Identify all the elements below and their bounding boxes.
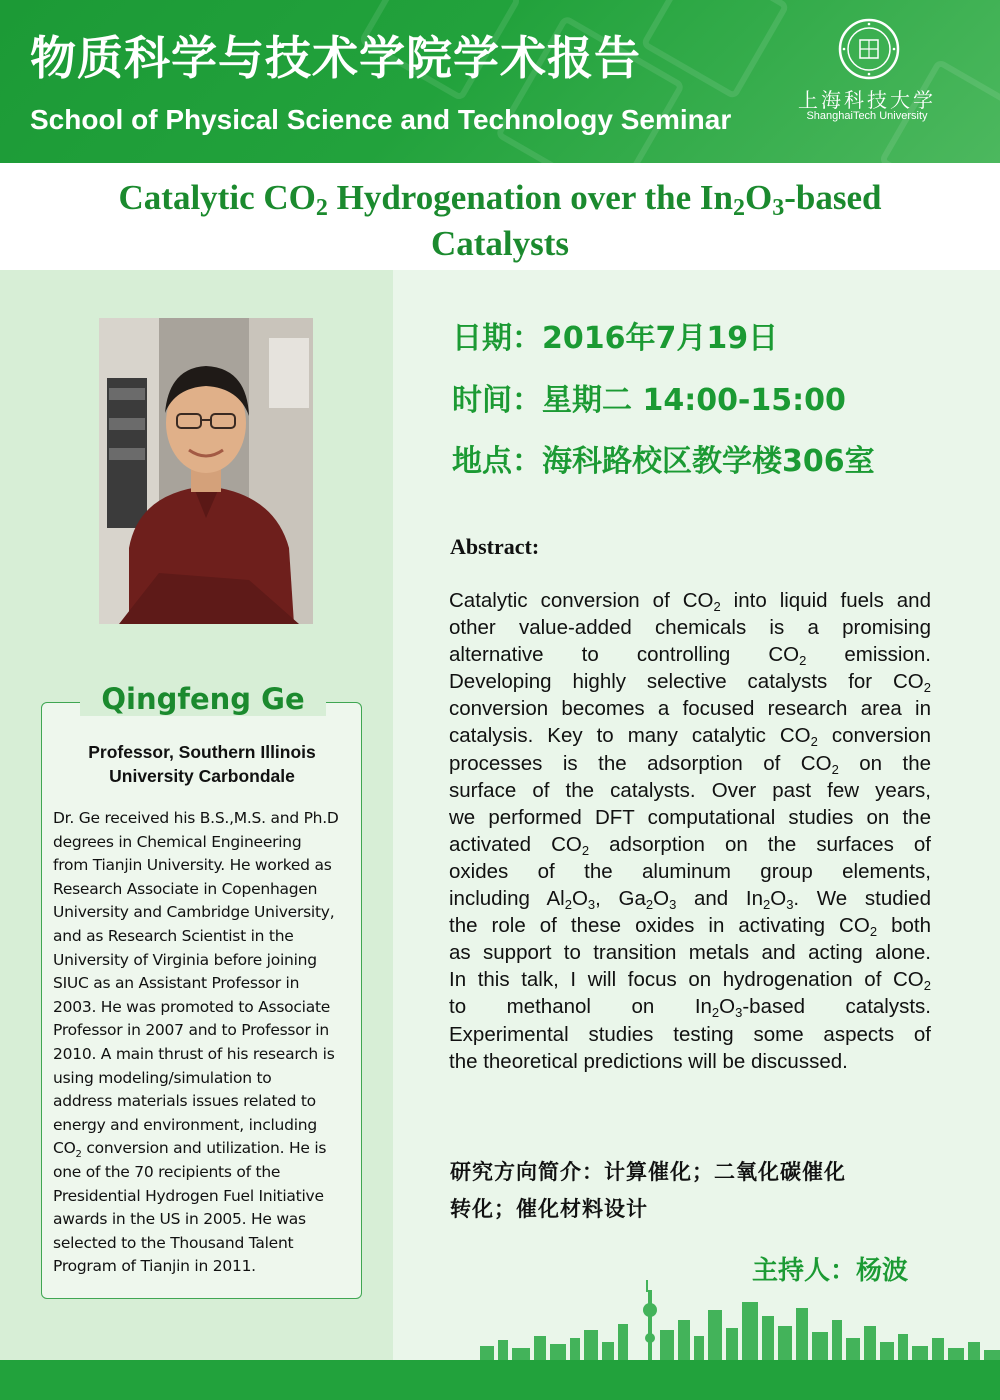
bio-line: selected to the Thousand Talent — [53, 1233, 294, 1252]
abstract-subscript: 2 — [581, 842, 590, 858]
abstract-line — [449, 858, 931, 885]
abstract-subscript: 3 — [786, 897, 794, 913]
abstract-line — [449, 885, 931, 912]
bio-line: from Tianjin University. He worked as — [53, 856, 332, 875]
bio-line: Dr. Ge received his B.S.,M.S. and Ph.D — [53, 809, 339, 827]
speaker-name: Qingfeng Ge — [80, 682, 326, 716]
bio-line: address materials issues related to — [53, 1092, 316, 1111]
bio-line: University and Cambridge University, — [53, 903, 335, 922]
abstract-text: In this talk, I will focus on hydrogenation of CO — [449, 968, 924, 992]
bio-line: Program of Tianjin in 2011. — [53, 1257, 256, 1276]
abstract-line — [449, 939, 931, 966]
bio-line: 2003. He was promoted to Associate — [53, 997, 331, 1016]
abstract-text: and In — [676, 887, 763, 911]
bio-line: University of Virginia before joining — [53, 950, 317, 969]
bio-line: energy and environment, including — [53, 1115, 317, 1134]
abstract-subscript: 2 — [831, 761, 839, 777]
bio-line: Presidential Hydrogen Fuel Initiative — [53, 1186, 324, 1205]
abstract-line — [449, 641, 931, 668]
abstract-text: including Al — [449, 887, 565, 911]
bio-line: Research Associate in Copenhagen — [53, 879, 318, 898]
abstract-text: we performed DFT computational studies on the — [449, 805, 931, 829]
abstract-line — [449, 777, 931, 804]
abstract-line — [449, 1048, 931, 1075]
abstract-text: , Ga — [595, 887, 646, 911]
affiliation-line: Professor, Southern Illinois — [88, 742, 316, 762]
bio-line: and as Research Scientist in the — [53, 926, 294, 945]
footer-bar — [0, 1360, 1000, 1400]
abstract-text: emission. — [806, 643, 931, 667]
bio-line: 2010. A main thrust of his research is — [53, 1044, 335, 1063]
university-name-en: ShanghaiTech University — [806, 110, 928, 122]
talk-title — [40, 175, 960, 267]
bio-line: one of the 70 recipients of the — [53, 1162, 281, 1181]
abstract-text: conversion — [817, 724, 931, 748]
abstract-text: conversion becomes a focused research area in — [449, 697, 931, 721]
abstract-subscript: 2 — [711, 1005, 720, 1021]
abstract-text: O — [770, 887, 787, 911]
abstract-line — [449, 804, 931, 831]
abstract-text: Experimental studies testing some aspects of — [449, 1022, 931, 1046]
abstract-text: other value-added chemicals is a promising — [449, 616, 931, 640]
abstract-text: as support to transition metals and acting alone. — [449, 941, 931, 965]
abstract-line — [449, 695, 931, 722]
abstract-subscript: 2 — [763, 897, 771, 913]
bio-line: $CO_2$ conversion and utilization. He is — [53, 1139, 327, 1161]
abstract-text: the role of these oxides in activating CO — [449, 914, 870, 938]
abstract-line — [449, 1021, 931, 1048]
abstract-text: catalysis. Key to many catalytic CO — [449, 724, 811, 748]
talk-title-line2: Catalysts — [430, 224, 570, 263]
seminar-time: 时间：星期二 14:00-15:00 — [452, 383, 846, 418]
seminar-date: 日期：2016年7月19日 — [452, 321, 779, 356]
abstract-text: . We studied — [793, 887, 931, 911]
abstract-text: to methanol on In — [449, 995, 712, 1019]
abstract-text: both — [877, 914, 931, 938]
abstract-subscript: 3 — [735, 1005, 743, 1021]
abstract-line — [449, 993, 931, 1020]
bio-line: degrees in Chemical Engineering — [53, 832, 302, 851]
abstract-subscript: 2 — [713, 599, 721, 614]
abstract-body — [449, 587, 931, 1075]
abstract-line — [449, 614, 931, 641]
abstract-subscript: 2 — [799, 653, 807, 669]
bio-line: using modeling/simulation to — [53, 1068, 272, 1087]
abstract-text: adsorption on the surfaces of — [589, 832, 931, 856]
abstract-subscript: 2 — [645, 897, 654, 913]
city-skyline-icon — [470, 1280, 1000, 1364]
abstract-text: oxides of the aluminum group elements, — [449, 859, 931, 883]
abstract-subscript: 2 — [869, 924, 878, 940]
abstract-subscript: 2 — [923, 978, 931, 994]
abstract-subscript: 2 — [564, 897, 572, 913]
abstract-text: Catalytic conversion of CO — [449, 589, 714, 612]
speaker-affiliation — [48, 740, 356, 788]
bio-line: awards in the US in 2005. He was — [53, 1210, 306, 1229]
abstract-line — [449, 966, 931, 993]
talk-title-line1: Catalytic $CO_2$ Hydrogenation over the $In_2O_3$-based — [118, 178, 882, 221]
abstract-text: on the — [838, 751, 931, 775]
bio-line: Professor in 2007 and to Professor in — [53, 1021, 329, 1040]
abstract-subscript: 2 — [810, 734, 818, 750]
abstract-text: Developing highly selective catalysts for CO — [449, 670, 924, 694]
research-line: 转化；催化材料设计 — [450, 1196, 648, 1221]
speaker-bio — [53, 807, 358, 1279]
abstract-text: -based catalysts. — [742, 995, 931, 1019]
abstract-subscript: 3 — [587, 897, 596, 913]
abstract-text: O — [653, 887, 670, 911]
abstract-text: activated CO — [449, 832, 582, 856]
abstract-line — [449, 750, 931, 777]
abstract-text: into liquid fuels and — [720, 589, 931, 612]
abstract-text: the theoretical predictions will be discussed. — [449, 1049, 848, 1073]
abstract-text: surface of the catalysts. Over past few years, — [449, 778, 931, 802]
research-interests — [450, 1153, 932, 1227]
abstract-line — [449, 668, 931, 695]
abstract-subscript: 2 — [923, 680, 931, 696]
abstract-text: processes is the adsorption of CO — [449, 751, 832, 775]
abstract-line — [449, 912, 931, 939]
university-name-cn: 上海科技大学 — [798, 88, 936, 112]
speaker-photo — [99, 318, 313, 624]
header-title-en: School of Physical Science and Technology Seminar — [30, 104, 732, 135]
abstract-line — [449, 831, 931, 858]
header-title-cn: 物质科学与技术学院学术报告 — [30, 31, 641, 85]
bio-line: SIUC as an Assistant Professor in — [53, 974, 300, 993]
abstract-line — [449, 722, 931, 749]
affiliation-line: University Carbondale — [109, 766, 295, 786]
abstract-heading: Abstract: — [450, 534, 540, 559]
abstract-text: alternative to controlling CO — [449, 643, 800, 667]
seminar-location: 地点：海科路校区教学楼306室 — [452, 444, 875, 479]
host-name: 主持人：杨波 — [752, 1256, 909, 1286]
abstract-text: O — [719, 995, 736, 1019]
abstract-subscript: 3 — [669, 897, 677, 913]
abstract-text: O — [571, 887, 588, 911]
abstract-line — [449, 587, 931, 614]
university-seal-icon — [838, 18, 900, 80]
research-line: 研究方向简介：计算催化；二氧化碳催化 — [450, 1159, 846, 1184]
